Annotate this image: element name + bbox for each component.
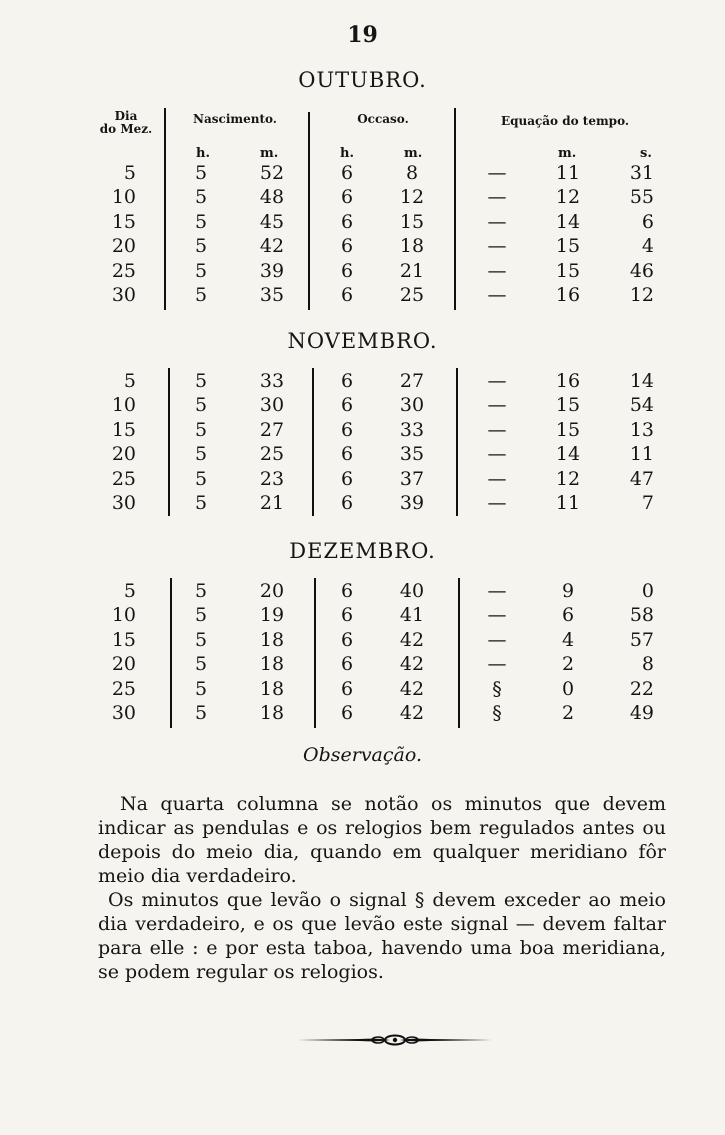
unit-eq-seconds: s. xyxy=(640,146,652,161)
cell-set-minutes: 35 xyxy=(399,443,425,466)
table-row xyxy=(0,678,725,702)
cell-sign: — xyxy=(487,418,507,441)
cell-eq-minutes: 16 xyxy=(555,370,581,392)
cell-rise-minutes: 27 xyxy=(259,418,285,441)
table-row xyxy=(0,629,725,653)
month-title-dezembro: DEZEMBRO. xyxy=(289,539,436,563)
cell-eq-minutes: 15 xyxy=(555,235,581,258)
cell-rise-hours: 5 xyxy=(194,394,208,417)
cell-eq-seconds: 55 xyxy=(629,186,654,209)
header-day-line1: Dia xyxy=(114,109,138,123)
unit-set-minutes: m. xyxy=(404,146,423,161)
cell-day: 30 xyxy=(111,284,136,306)
cell-eq-seconds: 22 xyxy=(629,677,654,700)
table-row xyxy=(0,580,725,604)
month-title-novembro: NOVEMBRO. xyxy=(287,329,438,353)
cell-rise-minutes: 19 xyxy=(259,604,285,627)
cell-eq-minutes: 0 xyxy=(561,677,575,700)
cell-eq-seconds: 57 xyxy=(629,628,654,651)
cell-eq-minutes: 15 xyxy=(555,259,581,282)
table-row xyxy=(0,260,725,284)
cell-day: 30 xyxy=(111,702,136,724)
cell-rise-minutes: 35 xyxy=(259,284,285,306)
cell-sign: § xyxy=(492,702,502,724)
cell-rise-minutes: 52 xyxy=(259,162,285,184)
cell-rise-hours: 5 xyxy=(194,370,208,392)
cell-sign: — xyxy=(487,370,507,392)
cell-eq-seconds: 13 xyxy=(629,418,654,441)
cell-rise-minutes: 42 xyxy=(259,235,285,258)
cell-rise-minutes: 23 xyxy=(259,467,285,490)
cell-day: 25 xyxy=(111,677,136,700)
cell-set-hours: 6 xyxy=(340,702,354,724)
cell-rise-hours: 5 xyxy=(194,653,208,676)
cell-set-hours: 6 xyxy=(340,186,354,209)
cell-set-hours: 6 xyxy=(340,370,354,392)
cell-set-hours: 6 xyxy=(340,653,354,676)
cell-rise-minutes: 25 xyxy=(259,443,285,466)
cell-set-hours: 6 xyxy=(340,467,354,490)
cell-day: 20 xyxy=(111,235,136,258)
cell-rise-hours: 5 xyxy=(194,443,208,466)
cell-set-minutes: 12 xyxy=(399,186,425,209)
cell-set-hours: 6 xyxy=(340,259,354,282)
cell-rise-minutes: 39 xyxy=(259,259,285,282)
cell-set-minutes: 30 xyxy=(399,394,425,417)
cell-set-hours: 6 xyxy=(340,443,354,466)
cell-rise-hours: 5 xyxy=(194,284,208,306)
cell-set-hours: 6 xyxy=(340,628,354,651)
cell-day: 5 xyxy=(123,370,136,392)
cell-rise-hours: 5 xyxy=(194,235,208,258)
table-row xyxy=(0,468,725,492)
cell-eq-seconds: 11 xyxy=(629,443,654,466)
cell-set-hours: 6 xyxy=(340,284,354,306)
cell-rise-minutes: 48 xyxy=(259,186,285,209)
cell-rise-hours: 5 xyxy=(194,186,208,209)
cell-set-minutes: 8 xyxy=(405,162,419,184)
table-row xyxy=(0,419,725,443)
cell-sign: — xyxy=(487,580,507,602)
cell-set-minutes: 25 xyxy=(399,284,425,306)
cell-set-minutes: 41 xyxy=(399,604,425,627)
cell-eq-minutes: 14 xyxy=(555,443,581,466)
cell-rise-hours: 5 xyxy=(194,702,208,724)
cell-eq-minutes: 11 xyxy=(555,492,581,514)
header-equation: Equação do tempo. xyxy=(500,114,630,128)
cell-eq-minutes: 6 xyxy=(561,604,575,627)
cell-day: 25 xyxy=(111,259,136,282)
cell-sign: — xyxy=(487,443,507,466)
cell-eq-seconds: 6 xyxy=(641,210,654,233)
header-day xyxy=(96,110,156,136)
cell-day: 30 xyxy=(111,492,136,514)
cell-day: 10 xyxy=(111,186,136,209)
cell-eq-minutes: 15 xyxy=(555,394,581,417)
cell-set-hours: 6 xyxy=(340,492,354,514)
cell-sign: — xyxy=(487,628,507,651)
cell-set-minutes: 37 xyxy=(399,467,425,490)
cell-day: 10 xyxy=(111,394,136,417)
header-day-line2: do Mez. xyxy=(99,122,153,136)
cell-sign: — xyxy=(487,492,507,514)
table-row xyxy=(0,284,725,308)
cell-rise-hours: 5 xyxy=(194,210,208,233)
cell-eq-seconds: 31 xyxy=(629,162,654,184)
cell-rise-minutes: 18 xyxy=(259,677,285,700)
cell-eq-seconds: 46 xyxy=(629,259,654,282)
cell-rise-minutes: 20 xyxy=(259,580,285,602)
month-title-outubro: OUTUBRO. xyxy=(298,68,427,92)
cell-rise-hours: 5 xyxy=(194,467,208,490)
cell-set-hours: 6 xyxy=(340,162,354,184)
observation-paragraph-1: Na quarta columna se notão os minutos que devem indicar as pendulas e os relogios bem regulados antes ou depois do meio dia, quando em qualquer meridiano fôr meio dia verdadeiro. xyxy=(98,793,666,887)
header-rise: Nascimento. xyxy=(193,112,277,126)
cell-rise-hours: 5 xyxy=(194,418,208,441)
cell-eq-minutes: 12 xyxy=(555,186,581,209)
table-row xyxy=(0,394,725,418)
unit-eq-minutes: m. xyxy=(558,146,577,161)
cell-eq-seconds: 0 xyxy=(641,580,654,602)
cell-sign: — xyxy=(487,467,507,490)
cell-day: 15 xyxy=(111,210,136,233)
cell-set-minutes: 27 xyxy=(399,370,425,392)
table-row xyxy=(0,211,725,235)
cell-eq-minutes: 2 xyxy=(561,653,575,676)
unit-rise-minutes: m. xyxy=(260,146,279,161)
table-row xyxy=(0,162,725,186)
cell-rise-minutes: 30 xyxy=(259,394,285,417)
cell-eq-seconds: 58 xyxy=(629,604,654,627)
cell-set-hours: 6 xyxy=(340,604,354,627)
cell-day: 20 xyxy=(111,443,136,466)
table-row xyxy=(0,186,725,210)
cell-rise-hours: 5 xyxy=(194,259,208,282)
cell-eq-minutes: 9 xyxy=(561,580,575,602)
cell-set-hours: 6 xyxy=(340,418,354,441)
cell-sign: — xyxy=(487,284,507,306)
cell-eq-minutes: 14 xyxy=(555,210,581,233)
cell-rise-hours: 5 xyxy=(194,604,208,627)
cell-eq-seconds: 49 xyxy=(629,702,654,724)
cell-sign: § xyxy=(492,677,502,700)
cell-rise-hours: 5 xyxy=(194,677,208,700)
cell-set-minutes: 18 xyxy=(399,235,425,258)
cell-sign: — xyxy=(487,394,507,417)
cell-set-minutes: 42 xyxy=(399,653,425,676)
cell-set-hours: 6 xyxy=(340,235,354,258)
cell-day: 15 xyxy=(111,418,136,441)
cell-eq-seconds: 7 xyxy=(641,492,654,514)
cell-sign: — xyxy=(487,186,507,209)
cell-sign: — xyxy=(487,259,507,282)
cell-day: 20 xyxy=(111,653,136,676)
cell-sign: — xyxy=(487,653,507,676)
cell-eq-minutes: 4 xyxy=(561,628,575,651)
cell-set-minutes: 21 xyxy=(399,259,425,282)
cell-eq-seconds: 47 xyxy=(629,467,654,490)
cell-day: 5 xyxy=(123,580,136,602)
table-row xyxy=(0,370,725,394)
cell-rise-minutes: 33 xyxy=(259,370,285,392)
cell-set-hours: 6 xyxy=(340,394,354,417)
cell-set-minutes: 42 xyxy=(399,628,425,651)
cell-rise-minutes: 18 xyxy=(259,628,285,651)
cell-rise-minutes: 18 xyxy=(259,653,285,676)
cell-day: 25 xyxy=(111,467,136,490)
cell-rise-hours: 5 xyxy=(194,492,208,514)
cell-set-minutes: 40 xyxy=(399,580,425,602)
table-row xyxy=(0,702,725,726)
cell-set-minutes: 39 xyxy=(399,492,425,514)
table-row xyxy=(0,653,725,677)
cell-day: 5 xyxy=(123,162,136,184)
cell-rise-minutes: 45 xyxy=(259,210,285,233)
cell-eq-minutes: 2 xyxy=(561,702,575,724)
cell-eq-seconds: 14 xyxy=(629,370,654,392)
cell-set-minutes: 42 xyxy=(399,677,425,700)
cell-set-minutes: 33 xyxy=(399,418,425,441)
table-row xyxy=(0,235,725,259)
cell-rise-minutes: 18 xyxy=(259,702,285,724)
table-row xyxy=(0,604,725,628)
cell-day: 10 xyxy=(111,604,136,627)
header-set: Occaso. xyxy=(357,112,409,126)
cell-eq-minutes: 11 xyxy=(555,162,581,184)
cell-day: 15 xyxy=(111,628,136,651)
cell-eq-minutes: 15 xyxy=(555,418,581,441)
table-row xyxy=(0,443,725,467)
unit-rise-hours: h. xyxy=(196,146,210,161)
cell-set-hours: 6 xyxy=(340,580,354,602)
cell-sign: — xyxy=(487,162,507,184)
cell-set-minutes: 15 xyxy=(399,210,425,233)
cell-sign: — xyxy=(487,210,507,233)
cell-sign: — xyxy=(487,235,507,258)
page-number: 19 xyxy=(347,22,378,48)
cell-set-hours: 6 xyxy=(340,210,354,233)
cell-set-hours: 6 xyxy=(340,677,354,700)
cell-eq-minutes: 16 xyxy=(555,284,581,306)
cell-rise-hours: 5 xyxy=(194,628,208,651)
cell-eq-seconds: 12 xyxy=(629,284,654,306)
cell-eq-seconds: 8 xyxy=(641,653,654,676)
cell-sign: — xyxy=(487,604,507,627)
cell-eq-minutes: 12 xyxy=(555,467,581,490)
unit-set-hours: h. xyxy=(340,146,354,161)
table-row xyxy=(0,492,725,516)
ornament-divider xyxy=(298,1032,492,1048)
cell-eq-seconds: 54 xyxy=(629,394,654,417)
cell-rise-minutes: 21 xyxy=(259,492,285,514)
cell-set-minutes: 42 xyxy=(399,702,425,724)
cell-rise-hours: 5 xyxy=(194,162,208,184)
cell-eq-seconds: 4 xyxy=(641,235,654,258)
observation-paragraph-2: Os minutos que levão o signal § devem exceder ao meio dia verdadeiro, e os que levão este signal — devem faltar para elle : e por esta taboa, havendo uma boa meridiana, se podem regular os relogios. xyxy=(98,889,666,983)
cell-rise-hours: 5 xyxy=(194,580,208,602)
observation-title: Observação. xyxy=(303,744,422,766)
